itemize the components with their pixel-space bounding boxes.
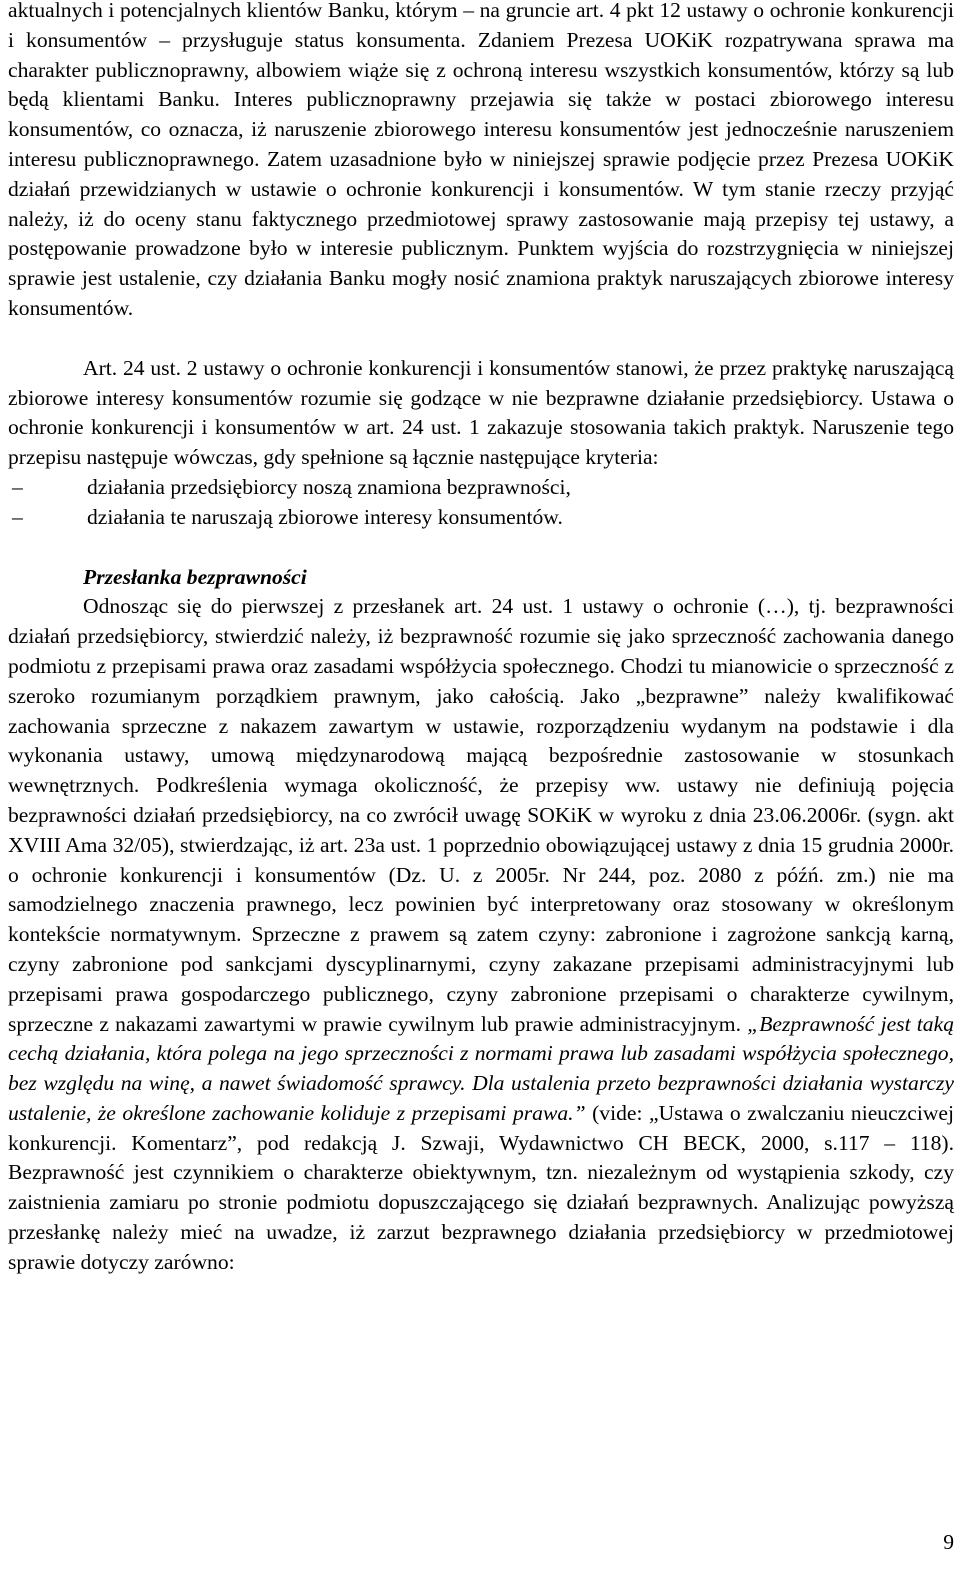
paragraph-spacer bbox=[8, 324, 954, 354]
quotation-text: „Bezprawność jest taką cechą działania, która polega na jego sprzeczności z normami prawa lub zasadami współżycia społecznego, bez względu na winę, a nawet świadomość sprawcy. Dla ustalenia przeto bezprawności działania wystarczy ustalenie, że określone zachowanie koliduje z przepisami prawa.” bbox=[8, 1011, 954, 1125]
paragraph-public-interest: aktualnych i potencjalnych klientów Banku, którym – na gruncie art. 4 pkt 12 ustawy o ochronie konkurencji i konsumentów – przysługuje status konsumenta. Zdaniem Prezesa UOKiK rozpatrywana sprawa ma charakter publicznoprawny, albowiem wiąże się z ochroną interesu wszystkich konsumentów, którzy są lub będą klientami Banku. Interes publicznoprawny przejawia się także w postaci zbiorowego interesu konsumentów, co oznacza, iż naruszenie zbiorowego interesu konsumentów jest jednocześnie naruszeniem interesu publicznoprawnego. Zatem uzasadnione było w niniejszej sprawie podjęcie przez Prezesa UOKiK działań przewidzianych w ustawie o ochronie konkurencji i konsumentów. W tym stanie rzeczy przyjąć należy, iż do oceny stanu faktycznego przedmiotowej sprawy zastosowanie mają przepisy tej ustawy, a postępowanie prowadzone było w interesie publicznym. Punktem wyjścia do rozstrzygnięcia w niniejszej sprawie jest ustalenie, czy działania Banku mogły nosić znamiona praktyk naruszających zbiorowe interesy konsumentów. bbox=[8, 0, 954, 320]
list-item-text: działania te naruszają zbiorowe interesy konsumentów. bbox=[87, 504, 563, 529]
paragraph-text: (vide: „Ustawa o zwalczaniu nieuczciwej konkurencji. Komentarz”, pod redakcją J. Szwaji, Wydawnictwo CH BECK, 2000, s.117 – 118). Bezprawność jest czynnikiem o charakterze obiektywnym, tzn. niezależnym od wystąpienia szkody, czy zaistnienia zamiaru po stronie podmiotu dopuszczającego się działań bezprawnych. Analizując powyższą przesłankę należy mieć na uwadze, iż zarzut bezprawnego działania przedsiębiorcy w przedmiotowej sprawie dotyczy zarówno: bbox=[8, 1100, 954, 1274]
list-item bbox=[8, 503, 954, 533]
paragraph-art-24: Art. 24 ust. 2 ustawy o ochronie konkurencji i konsumentów stanowi, że przez praktykę naruszającą zbiorowe interesy konsumentów rozumie się godzące w nie bezprawne działanie przedsiębiorcy. Ustawa o ochronie konkurencji i konsumentów w art. 24 ust. 1 zakazuje stosowania takich praktyk. Naruszenie tego przepisu następuje wówczas, gdy spełnione są łącznie następujące kryteria: bbox=[8, 355, 954, 470]
paragraph-text: Odnosząc się do pierwszej z przesłanek art. 24 ust. 1 ustawy o ochronie (…), tj. bezprawności działań przedsiębiorcy, stwierdzić należy, iż bezprawność rozumie się jako sprzeczność zachowania danego podmiotu z przepisami prawa oraz zasadami współżycia społecznego. Chodzi tu mianowicie o sprzeczność z szeroko rozumianym porządkiem prawnym, jako całością. Jako „bezprawne” należy kwalifikować zachowania sprzeczne z nakazem zawartym w ustawie, rozporządzeniu wydanym na podstawie i dla wykonania ustawy, umową międzynarodową mającą bezpośrednie zastosowanie w stosunkach wewnętrznych. Podkreślenia wymaga okoliczność, że przepisy ww. ustawy nie definiują pojęcia bezprawności działań przedsiębiorcy, na co zwrócił uwagę SOKiK w wyroku z dnia 23.06.2006r. (sygn. akt XVIII Ama 32/05), stwierdzając, iż art. 23a ust. 1 poprzednio obowiązującej ustawy z dnia 15 grudnia 2000r. o ochronie konkurencji i konsumentów (Dz. U. z 2005r. Nr 244, poz. 2080 z późń. zm.) nie ma samodzielnego znaczenia prawnego, lecz powinien być interpretowany oraz stosowany w określonym kontekście normatywnym. Sprzeczne z prawem są zatem czyny: zabronione i zagrożone sankcją karną, czyny zabronione pod sankcjami dyscyplinarnymi, czyny zakazane przepisami administracyjnymi lub przepisami prawa gospodarczego publicznego, czyny zabronione przepisami o charakterze cywilnym, sprzeczne z nakazami zawartymi w prawie cywilnym lub prawie administracyjnym. bbox=[8, 594, 954, 1036]
criteria-list bbox=[8, 473, 954, 533]
page-number: 9 bbox=[943, 1530, 954, 1554]
document-page bbox=[8, 0, 954, 1278]
list-dash: – bbox=[12, 474, 23, 499]
section-heading: Przesłanka bezprawności bbox=[83, 564, 307, 589]
paragraph-spacer bbox=[8, 533, 954, 563]
paragraph-unlawfulness bbox=[8, 592, 954, 1277]
list-dash: – bbox=[12, 504, 23, 529]
list-item bbox=[8, 473, 954, 503]
list-item-text: działania przedsiębiorcy noszą znamiona bezprawności, bbox=[87, 474, 571, 499]
